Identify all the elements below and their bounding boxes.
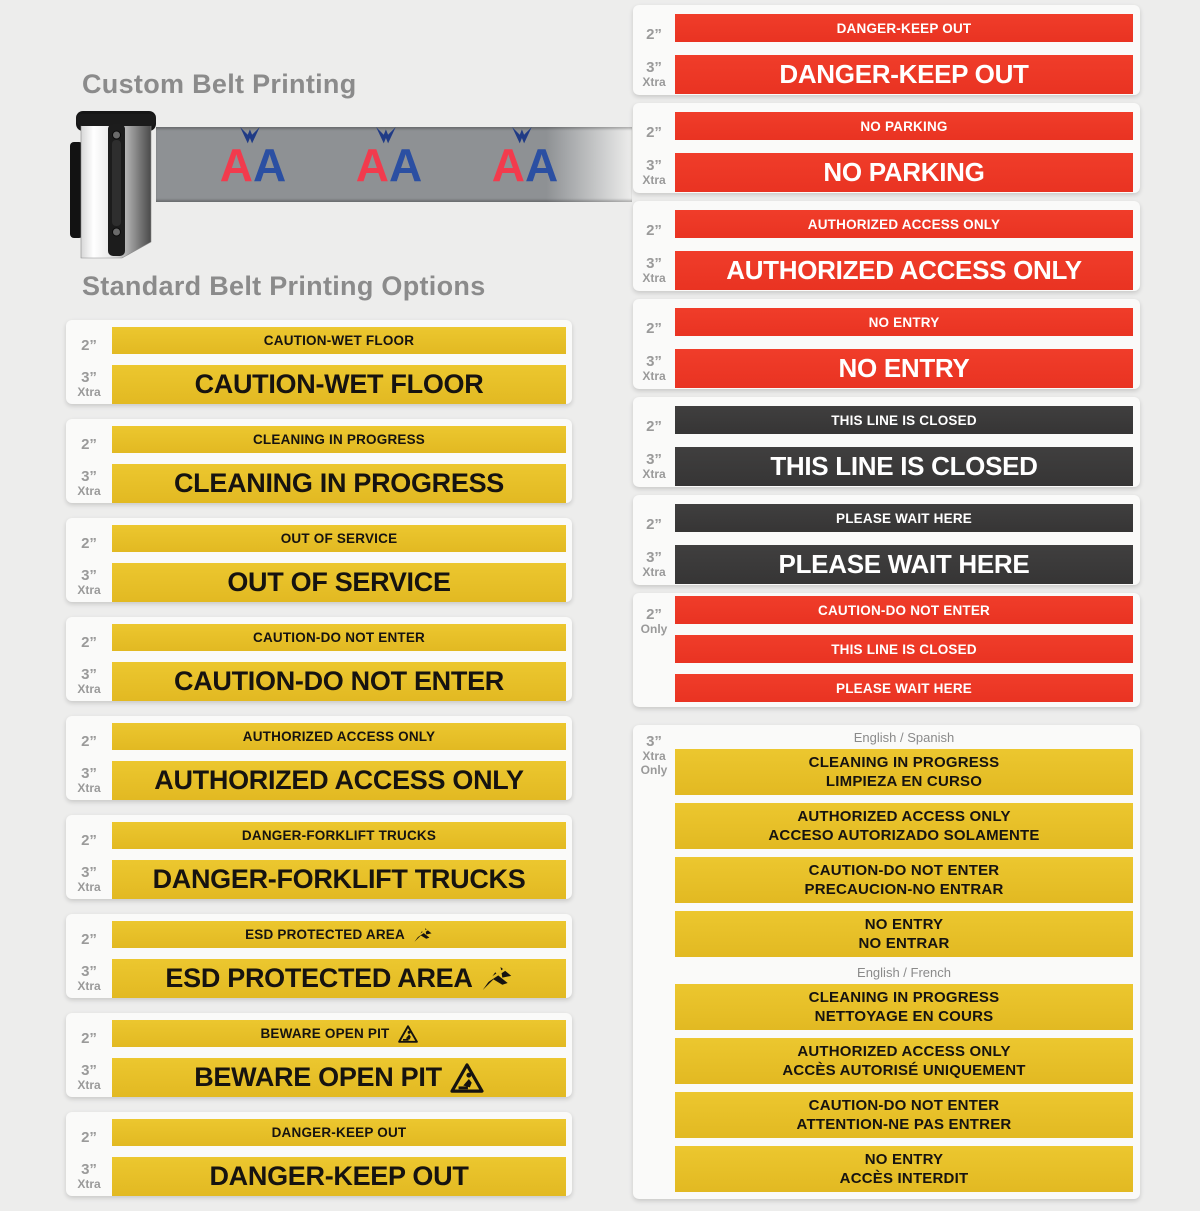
- 2in-only-belts: [675, 596, 1133, 713]
- open-pit-warning-icon: [450, 1063, 484, 1093]
- size-label-2in: 2”: [81, 733, 97, 750]
- stanchion-head-image: [70, 110, 162, 260]
- belt-text: PLEASE WAIT HERE: [836, 680, 972, 696]
- belt-text: NO ENTRY: [838, 353, 970, 383]
- standard-belt-printing-title: Standard Belt Printing Options: [82, 271, 486, 301]
- aa-logo-letter-blue: A: [389, 138, 421, 191]
- belt-3in-bilingual: [675, 1146, 1133, 1192]
- aa-logo: [219, 138, 285, 191]
- bilingual-belts: [675, 730, 1133, 1200]
- belt-text: DANGER-KEEP OUT: [271, 1125, 407, 1140]
- belt-text-line2: PRECAUCION-NO ENTRAR: [804, 881, 1004, 898]
- belt-text: CAUTION-DO NOT ENTER: [818, 602, 990, 618]
- belt-text: AUTHORIZED ACCESS ONLY: [242, 729, 436, 744]
- size-label-3in-xtra: 3” Xtra: [77, 566, 101, 597]
- belt-option-card-caution-wet-floor: [66, 320, 572, 404]
- open-pit-warning-icon: [398, 1025, 418, 1043]
- belt-3in-bilingual: [675, 803, 1133, 849]
- belt-3in-bilingual: [675, 911, 1133, 957]
- belt-3in: [112, 860, 566, 899]
- belt-3in: [675, 447, 1133, 486]
- size-label-2in: 2”: [81, 1030, 97, 1047]
- belt-2in: [675, 112, 1133, 140]
- belt-text: CAUTION-DO NOT ENTER: [253, 630, 425, 645]
- belt-text: DANGER-FORKLIFT TRUCKS: [241, 828, 437, 843]
- belt-2in: [112, 426, 566, 453]
- size-label-3in-xtra: 3” Xtra: [77, 1061, 101, 1092]
- right-column: [633, 5, 1140, 1199]
- belt-text-line2: LIMPIEZA EN CURSO: [825, 773, 983, 790]
- belt-text: THIS LINE IS CLOSED: [831, 412, 977, 428]
- belt-option-card-2in-only: [633, 593, 1140, 707]
- aa-logo-letter-blue: A: [253, 138, 285, 191]
- belt-3in-bilingual: [675, 857, 1133, 903]
- size-label-3in-xtra: 3” Xtra: [642, 450, 666, 481]
- size-label-2in: 2”: [646, 417, 662, 435]
- size-label-3in-xtra: 3” Xtra: [77, 665, 101, 696]
- belt-text-line2: ATTENTION-NE PAS ENTRER: [796, 1116, 1012, 1133]
- belt-text: CAUTION-DO NOT ENTER: [174, 666, 504, 696]
- belt-text: DANGER-KEEP OUT: [779, 59, 1029, 89]
- size-label-2in: 2”: [646, 123, 662, 141]
- belt-option-card-danger-keep-out: [66, 1112, 572, 1196]
- belt-text: DANGER-FORKLIFT TRUCKS: [152, 864, 526, 894]
- belt-text-line1: NO ENTRY: [864, 916, 944, 933]
- size-label-2in: 2”: [646, 25, 662, 43]
- belt-3in: [112, 959, 566, 998]
- size-label-3in-xtra: 3” Xtra: [642, 58, 666, 89]
- belt-3in-bilingual: [675, 984, 1133, 1030]
- belt-2in: [112, 1119, 566, 1146]
- belt-option-card-out-of-service: [66, 518, 572, 602]
- belt-option-card-caution-do-not-enter: [66, 617, 572, 701]
- custom-belt-example-image: [70, 108, 572, 260]
- belt-2in: [675, 674, 1133, 702]
- size-label-2in: 2”: [646, 515, 662, 533]
- belt-text: BEWARE OPEN PIT: [260, 1026, 390, 1041]
- belt-text-line1: AUTHORIZED ACCESS ONLY: [797, 1043, 1011, 1060]
- size-label-2in: 2”: [81, 436, 97, 453]
- aa-eagle-icon: [509, 126, 535, 150]
- belt-option-card-danger-keep-out-red: [633, 5, 1140, 95]
- belt-text: CLEANING IN PROGRESS: [252, 432, 426, 447]
- belt-text: THIS LINE IS CLOSED: [831, 641, 977, 657]
- belt-text: PLEASE WAIT HERE: [778, 549, 1030, 579]
- size-label-2in: 2”: [646, 319, 662, 337]
- aa-logo: [355, 138, 421, 191]
- belt-text-line1: CLEANING IN PROGRESS: [808, 754, 1000, 771]
- size-label-2in: 2”: [81, 634, 97, 651]
- belt-2in: [112, 525, 566, 552]
- belt-3in: [675, 545, 1133, 584]
- size-label-3in-xtra: 3” Xtra: [642, 548, 666, 579]
- belt-3in: [112, 1058, 566, 1097]
- belt-2in: [112, 822, 566, 849]
- size-label-2in: 2”: [81, 535, 97, 552]
- belt-text-line2: NO ENTRAR: [858, 935, 950, 952]
- belt-text: NO PARKING: [860, 118, 948, 134]
- belt-text: PLEASE WAIT HERE: [836, 510, 972, 526]
- size-label-2in: 2”: [646, 221, 662, 239]
- belt-text-line1: CAUTION-DO NOT ENTER: [808, 1097, 1000, 1114]
- belt-2in: [112, 624, 566, 651]
- belt-2in: [675, 635, 1133, 663]
- belt-2in: [675, 406, 1133, 434]
- belt-3in-bilingual: [675, 1092, 1133, 1138]
- aa-logo: [491, 138, 557, 191]
- left-column: [64, 0, 572, 1211]
- belt-3in: [112, 662, 566, 701]
- size-label-3in-xtra: 3” Xtra: [77, 467, 101, 498]
- belt-text: NO ENTRY: [868, 314, 940, 330]
- language-header-english-french: English / French: [857, 965, 951, 980]
- belt-3in-bilingual: [675, 749, 1133, 795]
- belt-text-line1: CLEANING IN PROGRESS: [808, 989, 1000, 1006]
- belt-option-card-no-parking: [633, 103, 1140, 193]
- belt-text: CLEANING IN PROGRESS: [173, 468, 505, 498]
- size-label-3in-xtra: 3” Xtra: [642, 254, 666, 285]
- belt-text-line2: NETTOYAGE EN COURS: [814, 1008, 994, 1025]
- belt-2in: [112, 1020, 566, 1047]
- custom-belt-printing-title: Custom Belt Printing: [82, 69, 357, 99]
- belt-2in: [675, 14, 1133, 42]
- belt-3in: [675, 55, 1133, 94]
- belt-text: NO PARKING: [823, 157, 985, 187]
- size-label-3in-xtra-only: 3” Xtra Only: [640, 733, 668, 777]
- size-label-3in-xtra: 3” Xtra: [77, 368, 101, 399]
- belt-3in: [112, 365, 566, 404]
- belt-3in: [112, 563, 566, 602]
- size-label-3in-xtra: 3” Xtra: [77, 764, 101, 795]
- size-label-2in-only: 2” Only: [640, 606, 668, 636]
- belt-option-card-no-entry: [633, 299, 1140, 389]
- belt-option-card-this-line-is-closed: [633, 397, 1140, 487]
- belt-text-line1: AUTHORIZED ACCESS ONLY: [797, 808, 1011, 825]
- belt-text: ESD PROTECTED AREA: [165, 963, 473, 993]
- belt-3in-bilingual: [675, 1038, 1133, 1084]
- belt-option-card-authorized-access-only-red: [633, 201, 1140, 291]
- belt-text: CAUTION-WET FLOOR: [194, 369, 484, 399]
- size-label-3in-xtra: 3” Xtra: [642, 352, 666, 383]
- belt-3in: [675, 251, 1133, 290]
- aa-logo-letter-red: A: [491, 138, 523, 191]
- belt-text: CAUTION-WET FLOOR: [263, 333, 415, 348]
- size-label-3in-xtra: 3” Xtra: [642, 156, 666, 187]
- belt-text: THIS LINE IS CLOSED: [770, 451, 1038, 481]
- belt-3in: [112, 761, 566, 800]
- size-label-3in-xtra: 3” Xtra: [77, 962, 101, 993]
- aa-eagle-icon: [237, 126, 263, 150]
- belt-text: ESD PROTECTED AREA: [245, 927, 405, 942]
- belt-3in: [675, 153, 1133, 192]
- belt-text: AUTHORIZED ACCESS ONLY: [726, 255, 1082, 285]
- belt-option-card-danger-forklift-trucks: [66, 815, 572, 899]
- esd-warning-icon: [481, 965, 513, 992]
- belt-3in: [112, 464, 566, 503]
- belt-option-card-3in-xtra-only-bilingual: [633, 725, 1140, 1199]
- aa-logo-letter-blue: A: [525, 138, 557, 191]
- aa-eagle-icon: [373, 126, 399, 150]
- size-label-3in-xtra: 3” Xtra: [77, 1160, 101, 1191]
- belt-3in: [675, 349, 1133, 388]
- belt-2in: [675, 596, 1133, 624]
- belt-3in: [112, 1157, 566, 1196]
- belt-2in: [112, 723, 566, 750]
- belt-2in: [675, 504, 1133, 532]
- belt-text-line2: ACCÈS AUTORISÉ UNIQUEMENT: [782, 1062, 1026, 1079]
- belt-text: DANGER-KEEP OUT: [836, 20, 972, 36]
- belt-2in: [112, 921, 566, 948]
- belt-2in: [675, 210, 1133, 238]
- belt-option-card-beware-open-pit: [66, 1013, 572, 1097]
- belt-text: AUTHORIZED ACCESS ONLY: [154, 765, 524, 795]
- belt-text: OUT OF SERVICE: [280, 531, 398, 546]
- belt-text: BEWARE OPEN PIT: [194, 1062, 442, 1092]
- size-label-3in-xtra: 3” Xtra: [77, 863, 101, 894]
- belt-text: DANGER-KEEP OUT: [209, 1161, 469, 1191]
- belt-text-line1: NO ENTRY: [864, 1151, 944, 1168]
- belt-2in: [112, 327, 566, 354]
- language-header-english-spanish: English / Spanish: [853, 730, 955, 745]
- belt-2in: [675, 308, 1133, 336]
- custom-printed-belt: [156, 127, 632, 202]
- size-label-2in: 2”: [81, 931, 97, 948]
- aa-logo-letter-red: A: [355, 138, 387, 191]
- belt-text-line2: ACCÈS INTERDIT: [839, 1170, 969, 1187]
- belt-text-line1: CAUTION-DO NOT ENTER: [808, 862, 1000, 879]
- esd-warning-icon: [413, 927, 433, 943]
- size-label-2in: 2”: [81, 337, 97, 354]
- belt-option-card-cleaning-in-progress: [66, 419, 572, 503]
- belt-text-line2: ACCESO AUTORIZADO SOLAMENTE: [768, 827, 1040, 844]
- aa-logo-letter-red: A: [219, 138, 251, 191]
- belt-option-card-authorized-access-only: [66, 716, 572, 800]
- belt-option-card-esd-protected-area: [66, 914, 572, 998]
- size-label-2in: 2”: [81, 832, 97, 849]
- belt-text: OUT OF SERVICE: [227, 567, 451, 597]
- size-label-2in: 2”: [81, 1129, 97, 1146]
- belt-text: AUTHORIZED ACCESS ONLY: [807, 216, 1001, 232]
- belt-option-card-please-wait-here: [633, 495, 1140, 585]
